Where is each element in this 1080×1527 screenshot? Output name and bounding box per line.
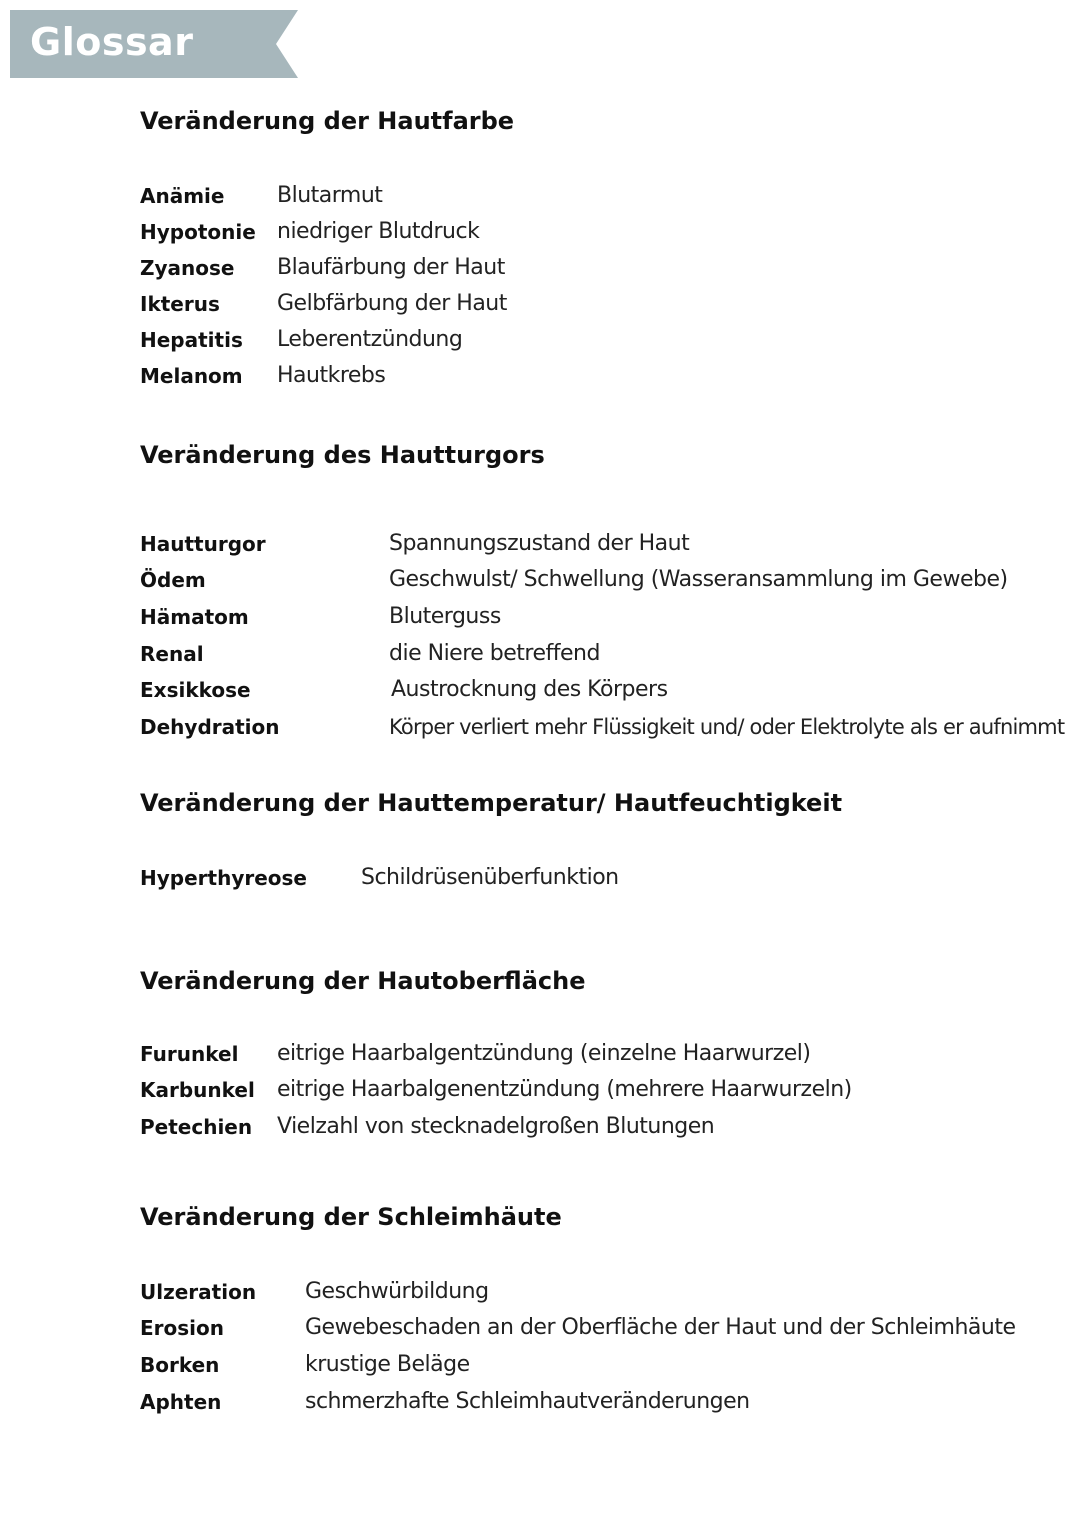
glossary-term: Petechien <box>140 1115 253 1139</box>
glossary-definition: schmerzhafte Schleimhautveränderungen <box>305 1389 750 1414</box>
section-skin-surface <box>140 964 1060 1139</box>
glossary-definition: Schildrüsenüberfunktion <box>361 865 619 890</box>
glossary-definition: Geschwürbildung <box>305 1279 489 1304</box>
glossary-term: Renal <box>140 642 204 666</box>
glossary-term: Hyperthyreose <box>140 866 307 890</box>
glossary-definition: Hautkrebs <box>277 363 386 388</box>
glossary-definition: Leberentzündung <box>277 327 463 352</box>
glossary-term: Ulzeration <box>140 1280 257 1304</box>
glossary-definition: Blaufärbung der Haut <box>277 255 505 280</box>
glossary-term: Hepatitis <box>140 328 243 352</box>
page-title: Glossar <box>30 20 194 64</box>
glossary-term: Hämatom <box>140 605 249 629</box>
glossary-definition: Körper verliert mehr Flüssigkeit und/ oder Elektrolyte als er aufnimmt <box>389 715 1065 739</box>
glossary-banner <box>10 10 298 78</box>
glossary-definition: niedriger Blutdruck <box>277 219 480 244</box>
section-skin-color <box>140 104 1060 388</box>
glossary-definition: Geschwulst/ Schwellung (Wasseransammlung im Gewebe) <box>389 567 1008 592</box>
glossary-definition: Spannungszustand der Haut <box>389 531 690 556</box>
glossary-definition: Gelbfärbung der Haut <box>277 291 507 316</box>
glossary-term: Ikterus <box>140 292 220 316</box>
section-title: Veränderung der Hautoberfläche <box>140 967 586 995</box>
glossary-definition: eitrige Haarbalgentzündung (einzelne Haarwurzel) <box>277 1041 811 1066</box>
glossary-term: Furunkel <box>140 1042 239 1066</box>
glossary-term: Borken <box>140 1353 220 1377</box>
glossary-definition: Austrocknung des Körpers <box>391 677 668 702</box>
glossary-term: Ödem <box>140 568 206 592</box>
glossary-term: Zyanose <box>140 256 235 280</box>
glossary-term: Aphten <box>140 1390 222 1414</box>
glossary-term: Karbunkel <box>140 1078 255 1102</box>
glossary-definition: Blutarmut <box>277 183 383 208</box>
glossary-term: Anämie <box>140 184 225 208</box>
section-skin-temperature <box>140 786 1060 890</box>
glossary-term: Erosion <box>140 1316 225 1340</box>
section-title: Veränderung des Hautturgors <box>140 441 545 469</box>
glossary-definition: Gewebeschaden an der Oberfläche der Haut und der Schleimhäute <box>305 1315 1016 1340</box>
glossary-definition: eitrige Haarbalgenentzündung (mehrere Haarwurzeln) <box>277 1077 852 1102</box>
glossary-term: Melanom <box>140 364 243 388</box>
glossary-term: Dehydration <box>140 715 280 739</box>
section-mucous-membranes <box>140 1200 1060 1414</box>
glossary-term: Exsikkose <box>140 678 251 702</box>
glossary-term: Hypotonie <box>140 220 256 244</box>
glossary-definition: Bluterguss <box>389 604 501 629</box>
glossary-definition: krustige Beläge <box>305 1352 470 1377</box>
section-title: Veränderung der Hautfarbe <box>140 107 515 135</box>
section-skin-turgor <box>140 438 1065 739</box>
section-title: Veränderung der Hauttemperatur/ Hautfeuchtigkeit <box>140 789 843 817</box>
glossary-term: Hautturgor <box>140 532 266 556</box>
glossary-definition: Vielzahl von stecknadelgroßen Blutungen <box>277 1114 715 1139</box>
section-title: Veränderung der Schleimhäute <box>140 1203 562 1231</box>
glossary-definition: die Niere betreffend <box>389 641 600 666</box>
